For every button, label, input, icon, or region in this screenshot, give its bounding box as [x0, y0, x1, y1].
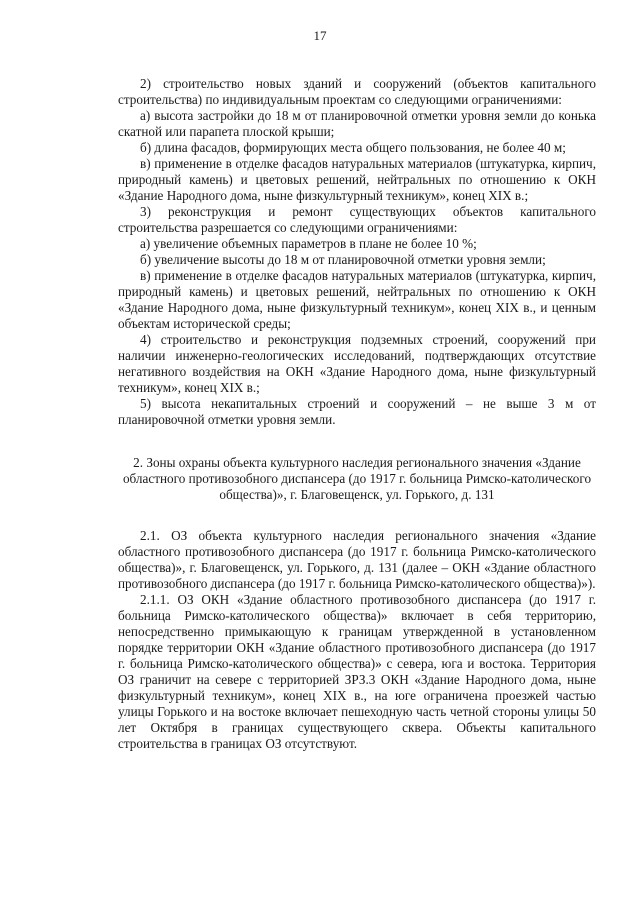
paragraph-new-construction: 2) строительство новых зданий и сооружений (объектов капитального строительства) по индивидуальным проектам со следующими ограничениями: — [118, 76, 596, 107]
paragraph-protection-zone: 2.1. ОЗ объекта культурного наследия регионального значения «Здание областного противозобного диспансера (до 1917 г. больница Римско-католического общества)», г. Благовещенск, ул. Горького, д. 131 (далее – ОКН «Здание областного противозобного диспансера (до 1917 г. больница Римско-католического общества)»). — [118, 528, 596, 591]
paragraph-reconstruction-materials: в) применение в отделке фасадов натуральных материалов (штукатурка, кирпич, природный камень) и цветовых решений, нейтральных по отношению к ОКН «Здание Народного дома, ныне физкультурный техникум», конец XIX в., и ценным объектам исторической среды; — [118, 268, 596, 331]
paragraph-height-limit: а) высота застройки до 18 м от планировочной отметки уровня земли до конька скатной или парапета плоской крыши; — [118, 108, 596, 139]
document-body — [118, 76, 596, 752]
paragraph-facade-length: б) длина фасадов, формирующих места общего пользования, не более 40 м; — [140, 140, 566, 155]
section-heading: 2. Зоны охраны объекта культурного наследия регионального значения «Здание областного противозобного диспансера (до 1917 г. больница Римско-католического общества)», г. Благовещенск, ул. Горького, д. 131 — [122, 455, 592, 502]
page-number: 17 — [313, 28, 327, 43]
paragraph-height-increase: б) увеличение высоты до 18 м от планировочной отметки уровня земли; — [140, 252, 546, 267]
paragraph-volume-increase: а) увеличение объемных параметров в плане не более 10 %; — [140, 236, 477, 251]
paragraph-facade-materials: в) применение в отделке фасадов натуральных материалов (штукатурка, кирпич, природный камень) и цветовых решений, нейтральных по отношению к ОКН «Здание Народного дома, ныне физкультурный техникум», конец XIX в.; — [118, 156, 596, 203]
paragraph-zone-boundaries: 2.1.1. ОЗ ОКН «Здание областного противозобного диспансера (до 1917 г. больница Римско-католического общества)» включает в себя территорию, непосредственно примыкающую к границам утвержденной в установленном порядке территории ОКН «Здание областного противозобного диспансера (до 1917 г. больница Римско-католического общества)» с севера, юга и востока. Территория ОЗ граничит на севере с территорией ЗРЗ.3 ОКН «Здание Народного дома, ныне физкультурный техникум», конец XIX в., на юге ограничена проезжей частью улицы Горького и на востоке включает пешеходную часть четной стороны улицы 50 лет Октября в границах существующего сквера. Объекты капитального строительства в границах ОЗ отсутствуют. — [118, 592, 596, 751]
paragraph-reconstruction: 3) реконструкция и ремонт существующих объектов капитального строительства разрешается со следующими ограничениями: — [118, 204, 596, 235]
paragraph-underground: 4) строительство и реконструкция подземных строений, сооружений при наличии инженерно-геологических исследований, подтверждающих отсутствие негативного воздействия на ОКН «Здание Народного дома, ныне физкультурный техникум», конец XIX в.; — [118, 332, 596, 395]
paragraph-temporary-structures: 5) высота некапитальных строений и сооружений – не выше 3 м от планировочной отметки уровня земли. — [118, 396, 596, 427]
